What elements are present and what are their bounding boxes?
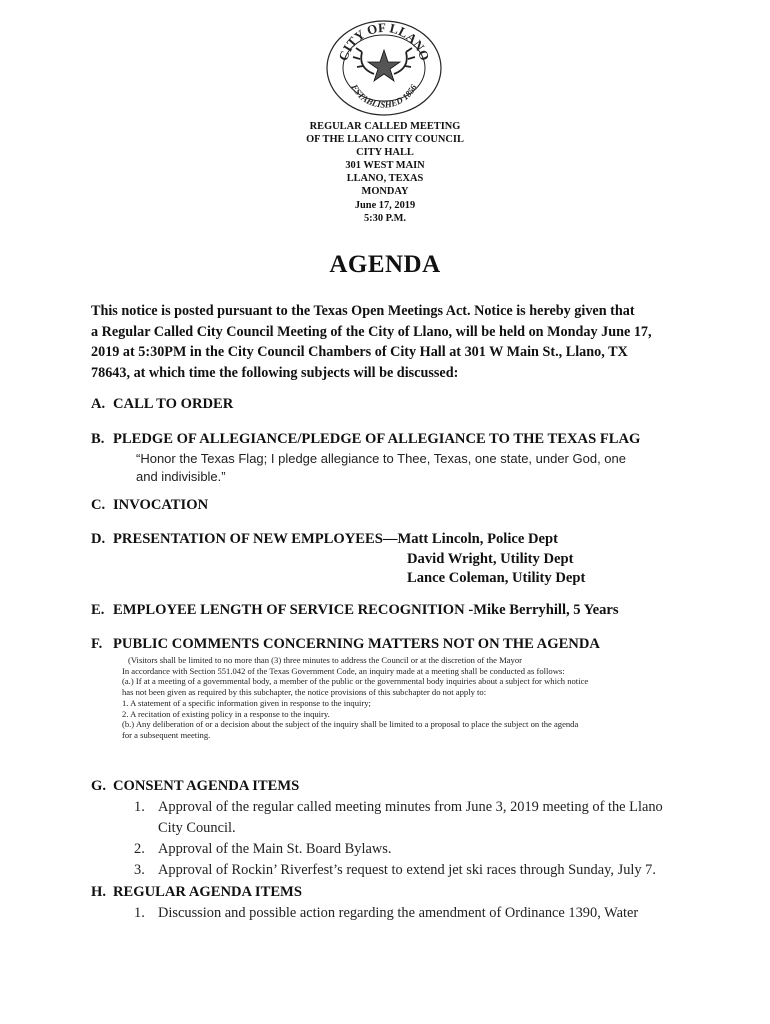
- notice-line: 78643, at which time the following subjects will be discussed:: [91, 364, 459, 381]
- regular-items: [134, 903, 694, 924]
- notice-line: This notice is posted pursuant to the Texas Open Meetings Act. Notice is hereby given that: [91, 303, 635, 319]
- list-item: [134, 839, 694, 860]
- city-seal: [322, 14, 446, 118]
- section-call-to-order: [91, 396, 233, 413]
- pledge-line: and indivisible.”: [136, 469, 226, 484]
- header-line: CITY HALL: [356, 147, 414, 159]
- header-line: REGULAR CALLED MEETING: [309, 121, 461, 132]
- section-title: REGULAR AGENDA ITEMS: [113, 884, 302, 900]
- list-item: [134, 903, 694, 924]
- pledge-text: [136, 450, 696, 486]
- item-text: Discussion and possible action regarding the amendment of Ordinance 1390, Water: [158, 905, 639, 921]
- item-text: Approval of the regular called meeting minutes from June 3, 2019 meeting of the Llano: [158, 799, 663, 815]
- item-text: Approval of the Main St. Board Bylaws.: [158, 841, 392, 857]
- agenda-title: AGENDA: [329, 251, 441, 278]
- rules-line: (a.) If at a meeting of a governmental body, a member of the public or the governmental body inquiries about a subject for which notice: [122, 676, 589, 687]
- item-number: 1.: [134, 799, 145, 815]
- section-title: PUBLIC COMMENTS CONCERNING MATTERS NOT ON THE AGENDA: [113, 636, 600, 652]
- rules-line: for a subsequent meeting.: [122, 729, 211, 740]
- section-letter: F.: [91, 636, 103, 652]
- meeting-header: [250, 120, 520, 225]
- employee-name: David Wright, Utility Dept: [407, 551, 574, 567]
- section-service-recognition: [91, 602, 619, 619]
- section-regular-agenda: [91, 884, 302, 901]
- header-line: OF THE LLANO CITY COUNCIL: [306, 134, 464, 146]
- section-letter: B.: [91, 431, 105, 447]
- consent-items: [134, 797, 694, 881]
- notice-line: a Regular Called City Council Meeting of the City of Llano, will be held on Monday June 17,: [91, 323, 652, 340]
- header-line: MONDAY: [361, 186, 409, 198]
- employee-name: Lance Coleman, Utility Dept: [407, 570, 586, 586]
- seal-top-text: CITY OF LLANO: [335, 19, 433, 63]
- notice-paragraph: [91, 301, 691, 383]
- section-letter: D.: [91, 531, 106, 547]
- item-text: City Council.: [158, 820, 236, 836]
- item-text: Approval of Rockin’ Riverfest’s request to extend jet ski races through Sunday, July 7.: [158, 862, 656, 878]
- section-letter: H.: [91, 884, 106, 900]
- header-line: 5:30 P.M.: [363, 212, 407, 224]
- rules-line: In accordance with Section 551.042 of the Texas Government Code, an inquiry made at a meeting shall be conducted as follows:: [122, 665, 565, 676]
- section-public-comments: [91, 636, 600, 653]
- header-line: June 17, 2019: [354, 199, 416, 211]
- section-letter: C.: [91, 497, 106, 513]
- rules-line: 2. A recitation of existing policy in a response to the inquiry.: [122, 708, 330, 719]
- rules-line: has not been given as required by this subchapter, the notice provisions of this subchapter do not apply to:: [122, 687, 487, 698]
- employee-list: [407, 550, 585, 588]
- section-title: EMPLOYEE LENGTH OF SERVICE RECOGNITION -Mike Berryhill, 5 Years: [113, 602, 619, 618]
- header-line: LLANO, TEXAS: [346, 173, 424, 185]
- pledge-line: “Honor the Texas Flag; I pledge allegiance to Thee, Texas, one state, under God, one: [136, 451, 626, 466]
- section-title: PRESENTATION OF NEW EMPLOYEES—Matt Lincoln, Police Dept: [113, 531, 558, 547]
- section-pledge: [91, 431, 640, 448]
- section-title: PLEDGE OF ALLEGIANCE/PLEDGE OF ALLEGIANCE TO THE TEXAS FLAG: [113, 431, 641, 447]
- section-letter: A.: [91, 396, 106, 412]
- item-number: 2.: [134, 841, 145, 857]
- section-letter: G.: [91, 778, 106, 794]
- star-icon: [368, 50, 400, 81]
- seal-bottom-text: ESTABLISHED 1856: [349, 82, 419, 110]
- section-letter: E.: [91, 602, 105, 618]
- section-title: CONSENT AGENDA ITEMS: [113, 778, 300, 794]
- section-consent-agenda: [91, 778, 299, 795]
- notice-line: 2019 at 5:30PM in the City Council Chambers of City Hall at 301 W Main St., Llano, TX: [91, 344, 628, 360]
- item-number: 1.: [134, 905, 145, 921]
- list-item: [134, 797, 694, 839]
- rules-line: (Visitors shall be limited to no more than (3) three minutes to address the Council or at the discretion of the Mayor: [128, 655, 522, 665]
- section-invocation: [91, 497, 208, 514]
- header-line: 301 WEST MAIN: [345, 160, 425, 172]
- list-item: [134, 860, 694, 881]
- public-comments-rules: [122, 655, 692, 741]
- rules-line: (b.) Any deliberation of or a decision about the subject of the inquiry shall be limited to a proposal to place the subject on the agenda: [122, 719, 579, 730]
- rules-line: 1. A statement of a specific information given in response to the inquiry;: [122, 697, 371, 708]
- svg-text:ESTABLISHED 1856: [349, 82, 419, 110]
- item-number: 3.: [134, 862, 145, 878]
- section-title: INVOCATION: [113, 497, 209, 513]
- section-title: CALL TO ORDER: [113, 396, 234, 412]
- section-new-employees: [91, 531, 558, 548]
